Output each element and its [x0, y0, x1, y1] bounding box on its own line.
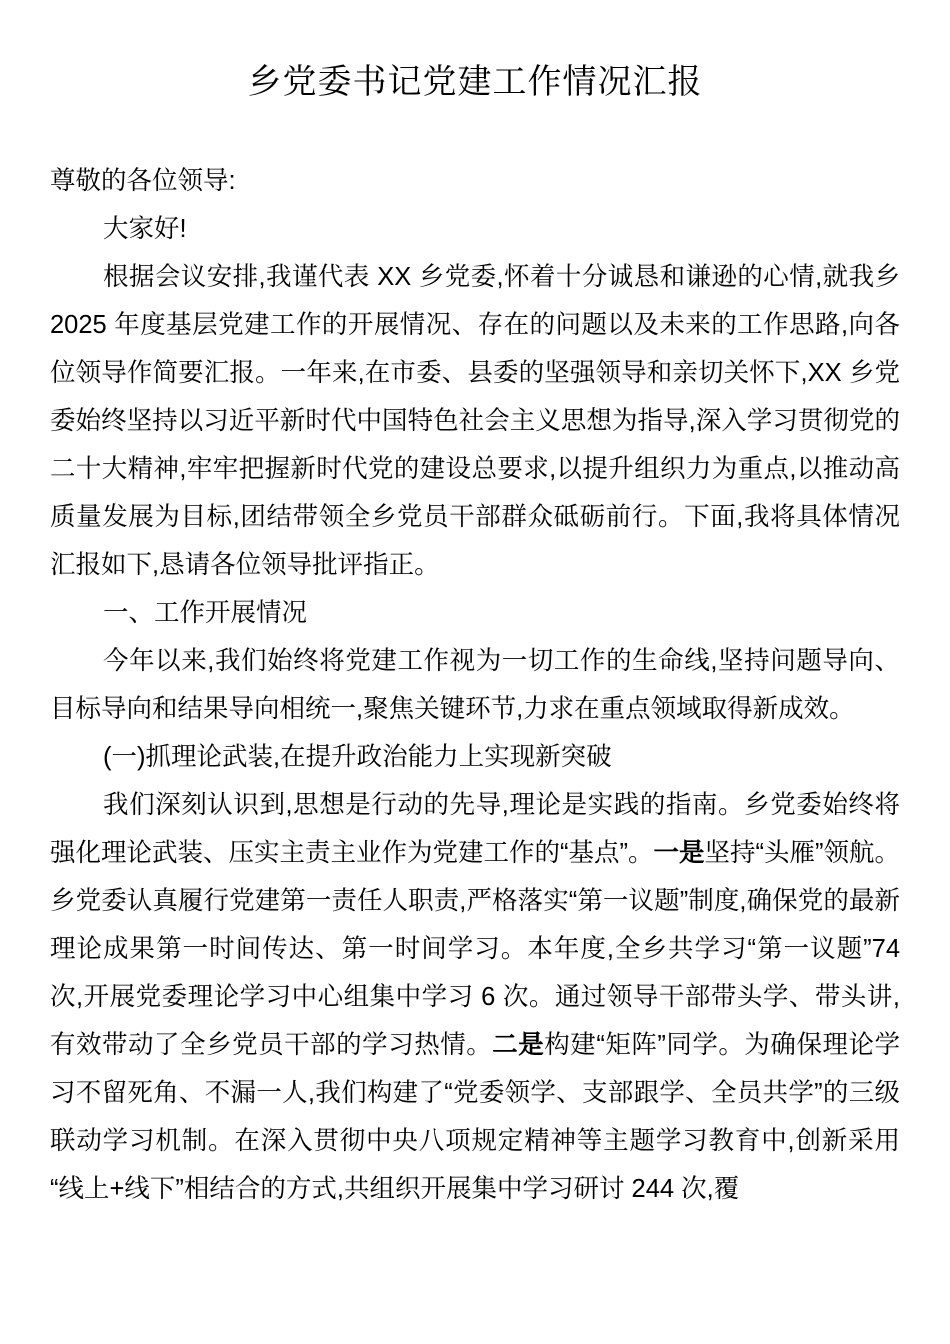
document-body — [0, 157, 950, 1213]
subsection-one-body-paragraph — [50, 781, 900, 1213]
body-segment-1: 我们深刻认识到,思想是行动的先导,理论是实践的指南。乡党委始终将强化理论武装、压实主责主业作为党建工作的“基点”。 — [50, 790, 900, 867]
salutation-line: 尊敬的各位领导: — [50, 166, 236, 195]
greeting-line: 大家好! — [103, 214, 187, 243]
body-segment-3: 构建“矩阵”同学。为确保理论学习不留死角、不漏一人,我们构建了“党委领学、支部跟学、全员共学”的三级联动学习机制。在深入贯彻中央八项规定精神等主题学习教育中,创新采用“线上+线下”相结合的方式,共组织开展集中学习研讨 244 次,覆 — [50, 1030, 900, 1203]
emphasis-second-point: 二是 — [492, 1030, 545, 1059]
subsection-one-heading: (一)抓理论武装,在提升政治能力上实现新突破 — [103, 742, 612, 771]
section-one-intro-paragraph: 今年以来,我们始终将党建工作视为一切工作的生命线,坚持问题导向、目标导向和结果导向相统一,聚焦关键环节,力求在重点领域取得新成效。 — [50, 646, 900, 723]
body-segment-2: 坚持“头雁”领航。乡党委认真履行党建第一责任人职责,严格落实“第一议题”制度,确保党的最新理论成果第一时间传达、第一时间学习。本年度,全乡共学习“第一议题”74 次,开展党委理论学习中心组集中学习 6 次。通过领导干部带头学、带头讲,有效带动了全乡党员干部的学习热情。 — [50, 838, 900, 1059]
opening-paragraph: 根据会议安排,我谨代表 XX 乡党委,怀着十分诚恳和谦逊的心情,就我乡 2025 年度基层党建工作的开展情况、存在的问题以及未来的工作思路,向各位领导作简要汇报。一年来,在市委、县委的坚强领导和亲切关怀下,XX 乡党委始终坚持以习近平新时代中国特色社会主义思想为指导,深入学习贯彻党的二十大精神,牢牢把握新时代党的建设总要求,以提升组织力为重点,以推动高质量发展为目标,团结带领全乡党员干部群众砥砺前行。下面,我将具体情况汇报如下,恳请各位领导批评指正。 — [50, 262, 900, 579]
page-title: 乡党委书记党建工作情况汇报 — [247, 63, 703, 101]
emphasis-first-point: 一是 — [653, 838, 705, 867]
section-one-heading: 一、工作开展情况 — [103, 598, 308, 627]
